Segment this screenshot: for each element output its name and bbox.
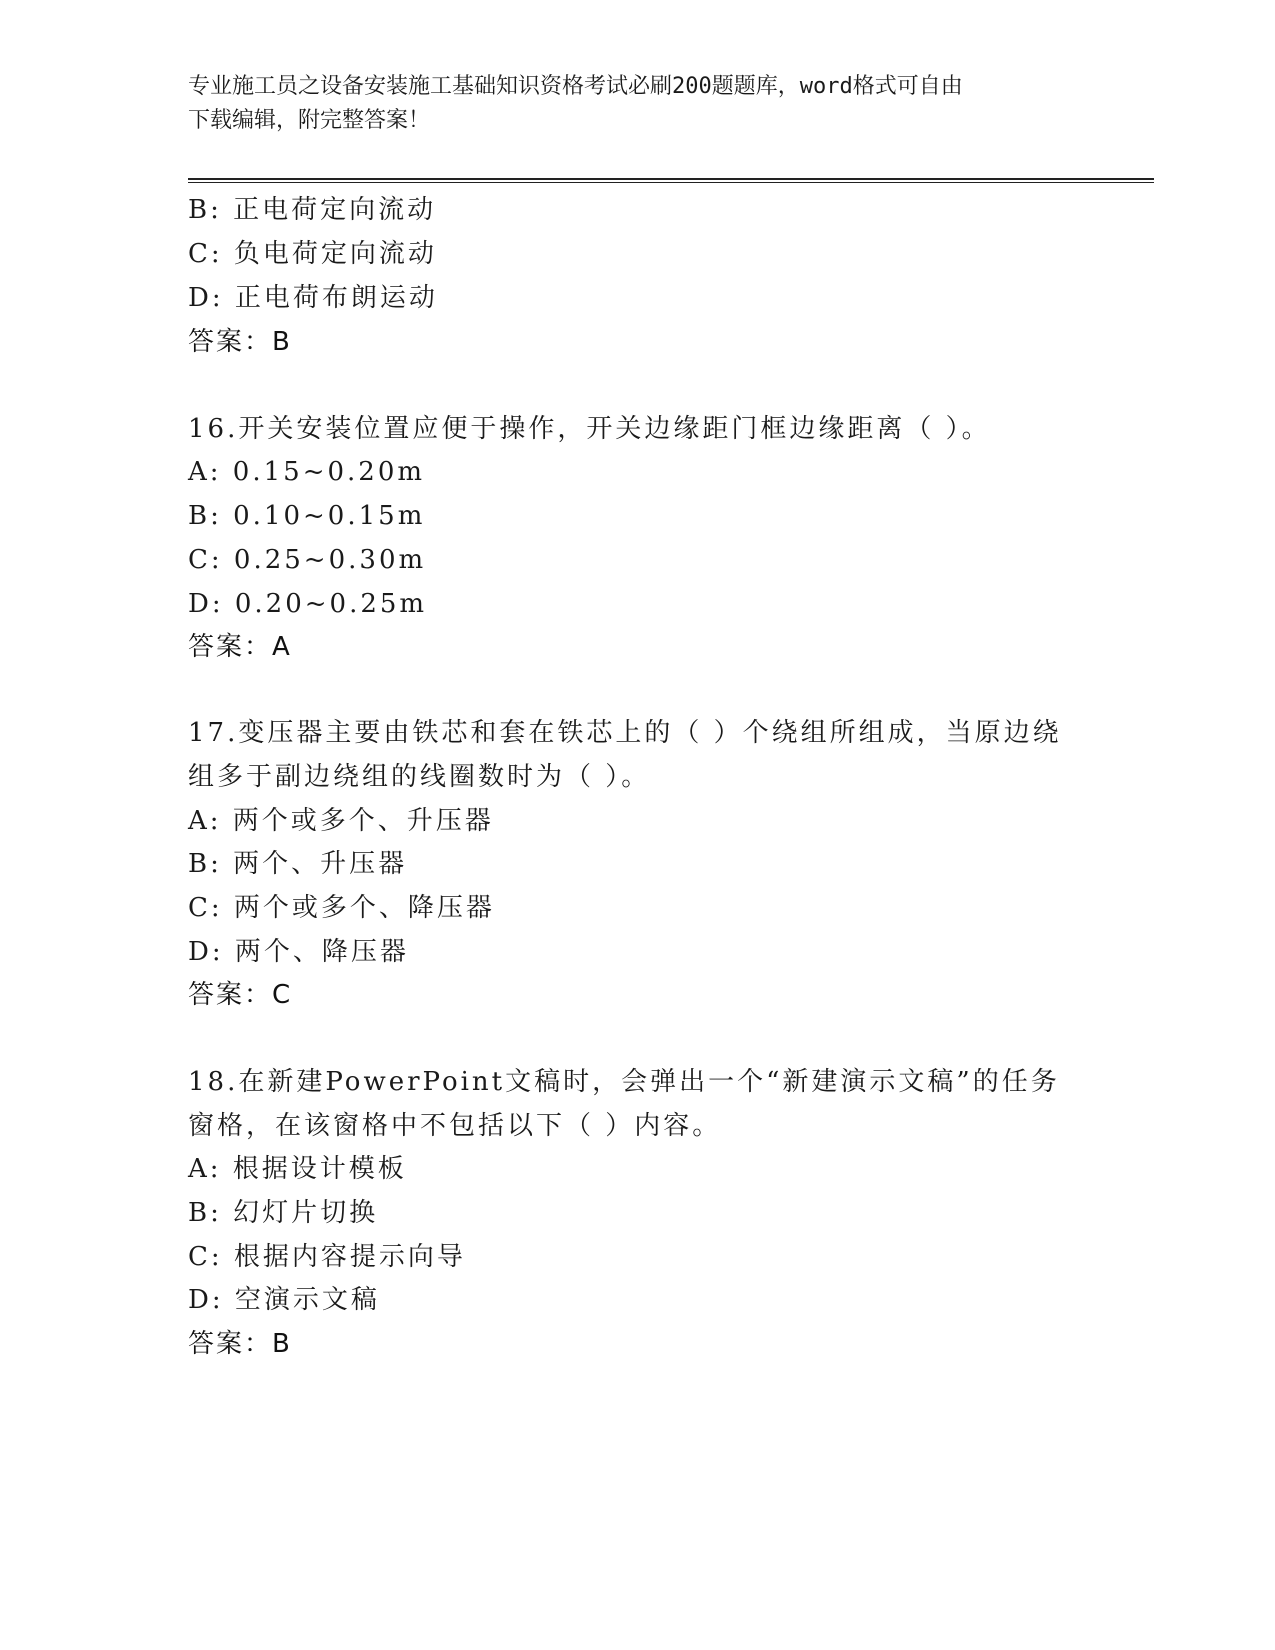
q16-option-a: A: 0.15~0.20m <box>188 457 426 487</box>
q16-option-b: B: 0.10~0.15m <box>188 501 426 531</box>
header-divider <box>188 178 1154 183</box>
q17-question-line-2: 组多于副边绕组的线圈数时为（ ）。 <box>188 762 651 792</box>
q15-option-d: D: 正电荷布朗运动 <box>188 283 438 313</box>
q18-option-c: C: 根据内容提示向导 <box>188 1242 466 1272</box>
q18-question-line-2: 窗格，在该窗格中不包括以下（ ）内容。 <box>188 1111 722 1141</box>
q18-option-d: D: 空演示文稿 <box>188 1285 380 1315</box>
q17-question-line-1: 17.变压器主要由铁芯和套在铁芯上的（ ）个绕组所组成，当原边绕 <box>188 718 1062 748</box>
q17-option-d: D: 两个、降压器 <box>188 937 409 967</box>
q18-option-b: B: 幻灯片切换 <box>188 1198 379 1228</box>
q15-option-c: C: 负电荷定向流动 <box>188 239 437 269</box>
q17-answer: 答案：C <box>188 980 293 1010</box>
q18-option-a: A: 根据设计模板 <box>188 1154 407 1184</box>
q18-answer: 答案：B <box>188 1329 292 1359</box>
header-line-1: 专业施工员之设备安装施工基础知识资格考试必刷200题题库，word格式可自由 <box>188 74 963 99</box>
q18-question-line-1: 18.在新建PowerPoint文稿时，会弹出一个“新建演示文稿”的任务 <box>188 1067 1060 1097</box>
q15-answer: 答案：B <box>188 327 292 357</box>
q17-option-b: B: 两个、升压器 <box>188 849 408 879</box>
q17-option-a: A: 两个或多个、升压器 <box>188 806 494 836</box>
q15-option-b: B: 正电荷定向流动 <box>188 195 437 225</box>
q16-answer: 答案：A <box>188 632 292 662</box>
q16-question: 16.开关安装位置应便于操作，开关边缘距门框边缘距离（ ）。 <box>188 414 991 444</box>
document-header <box>188 70 1068 138</box>
q16-option-d: D: 0.20~0.25m <box>188 589 428 619</box>
header-line-2: 下载编辑，附完整答案！ <box>188 108 431 133</box>
q16-option-c: C: 0.25~0.30m <box>188 545 427 575</box>
q17-option-c: C: 两个或多个、降压器 <box>188 893 495 923</box>
